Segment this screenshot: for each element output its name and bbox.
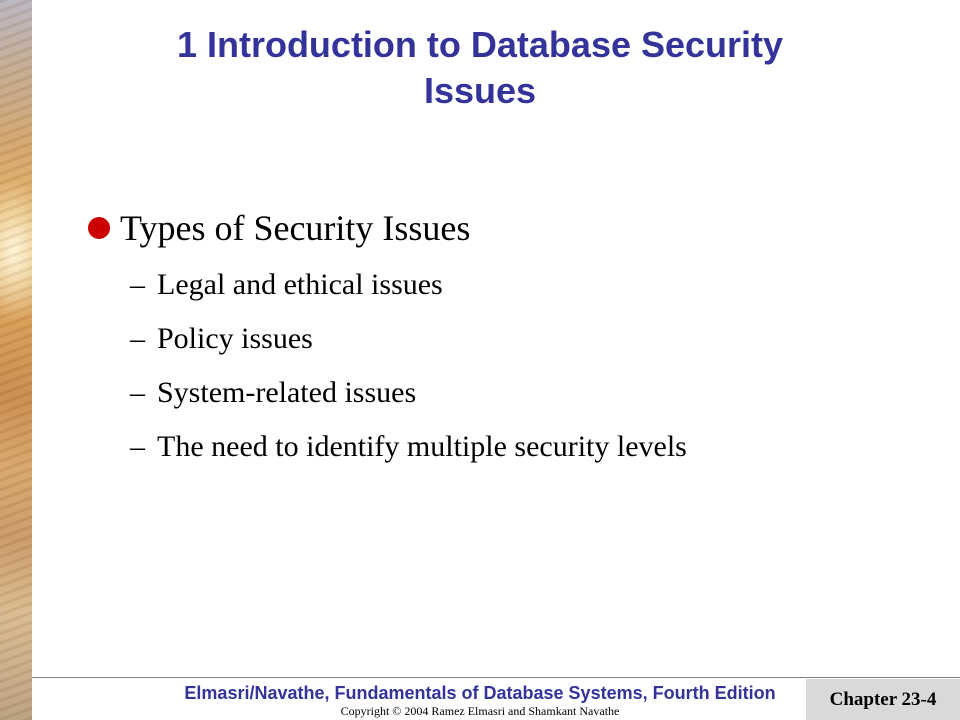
- sub-bullet-text: Policy issues: [157, 322, 313, 355]
- sub-bullet-item: [84, 420, 924, 474]
- dash-icon: –: [130, 268, 145, 301]
- main-bullet: [84, 200, 924, 256]
- sub-bullet-item: [84, 258, 924, 312]
- sub-bullet-text: The need to identify multiple security levels: [157, 430, 687, 463]
- main-bullet-text: Types of Security Issues: [120, 208, 471, 248]
- dash-icon: –: [130, 376, 145, 409]
- sub-bullet-list: [84, 258, 924, 474]
- chapter-label: Chapter 23-4: [806, 679, 960, 720]
- decorative-side-image: [0, 0, 32, 720]
- footer-book-title: Elmasri/Navathe, Fundamentals of Database Systems, Fourth Edition: [184, 683, 776, 703]
- sub-bullet-text: System-related issues: [157, 376, 417, 409]
- dash-icon: –: [130, 430, 145, 463]
- slide-title: [60, 22, 900, 114]
- sub-bullet-text: Legal and ethical issues: [157, 268, 443, 301]
- slide-title-line-1: 1 Introduction to Database Security: [176, 24, 784, 65]
- slide-title-line-2: Issues: [423, 70, 537, 111]
- sub-bullet-item: [84, 366, 924, 420]
- footer-divider: [32, 677, 960, 678]
- sub-bullet-item: [84, 312, 924, 366]
- footer-copyright: Copyright © 2004 Ramez Elmasri and Shamkant Navathe: [340, 704, 620, 718]
- dash-icon: –: [130, 322, 145, 355]
- bullet-dot-icon: [88, 217, 110, 239]
- slide-content: [84, 200, 924, 474]
